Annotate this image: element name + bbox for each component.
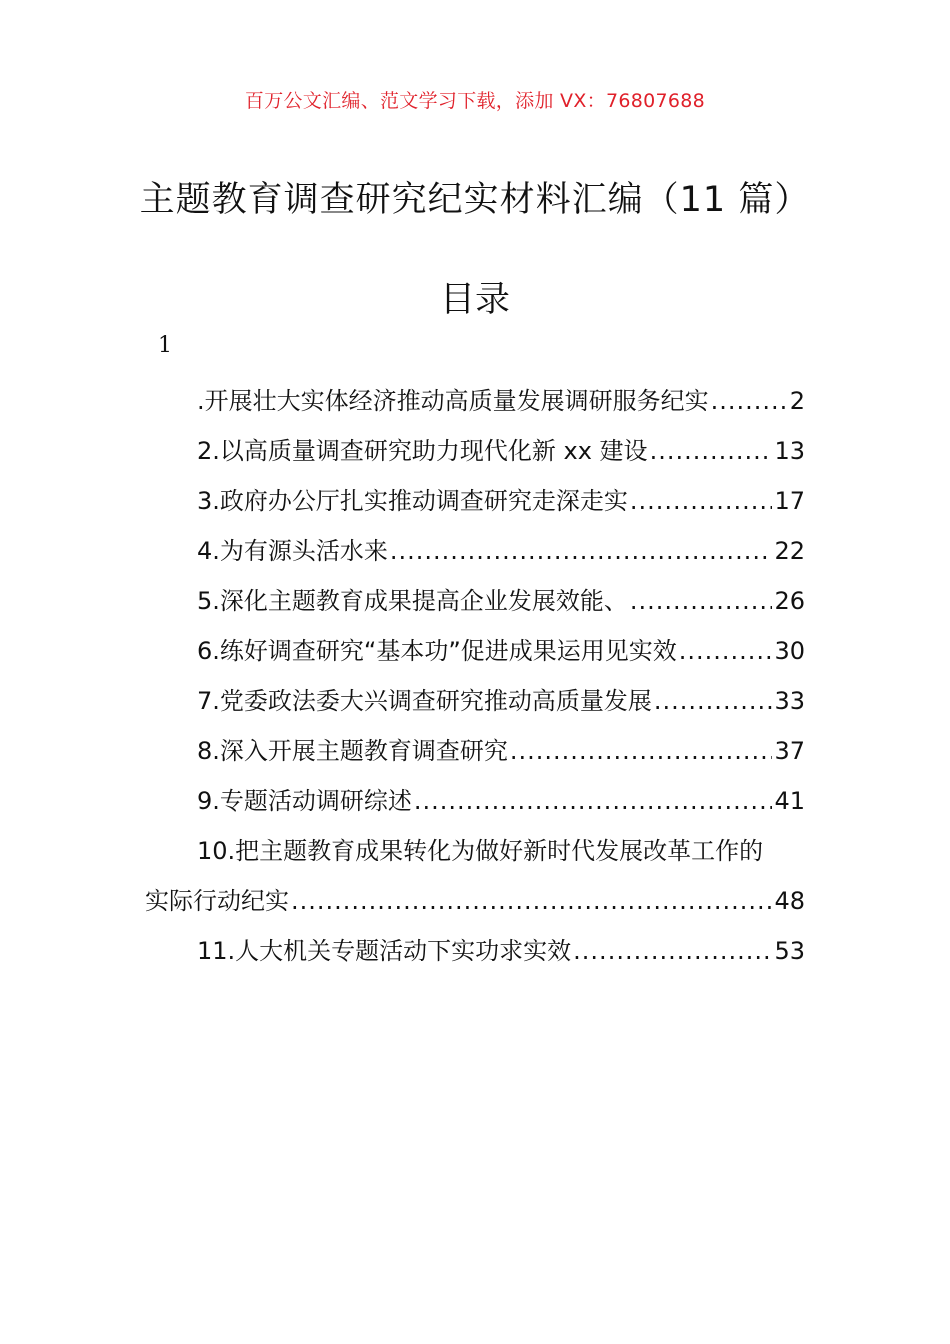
toc-entry[interactable] <box>145 376 805 426</box>
toc-entry-title-continued: 实际行动纪实 <box>145 887 289 915</box>
toc-entry[interactable] <box>145 576 805 626</box>
toc-leader-dots <box>679 626 773 676</box>
toc-leader-dots <box>414 776 773 826</box>
watermark-text: 百万公文汇编、范文学习下载，添加 VX：76807688 <box>244 90 706 112</box>
toc-leader-dots <box>291 876 772 926</box>
toc-entry-page: 30 <box>774 637 805 665</box>
toc-entry-page: 26 <box>774 587 805 615</box>
page-marker-number: 1 <box>158 333 172 358</box>
toc-entry-title: 6.练好调查研究“基本功”促进成果运用见实效 <box>197 637 677 665</box>
toc-entry-page: 22 <box>774 537 805 565</box>
toc-leader-dots <box>654 676 773 726</box>
toc-entry-page: 2 <box>789 387 805 415</box>
toc-entry-page: 53 <box>774 937 805 965</box>
toc-entry-title: 2.以高质量调查研究助力现代化新 xx 建设 <box>197 437 648 465</box>
toc-leader-dots <box>510 726 773 776</box>
toc-entry[interactable] <box>145 426 805 476</box>
toc-entry-title: 10.把主题教育成果转化为做好新时代发展改革工作的 <box>197 837 764 865</box>
toc-heading: 目录 <box>439 280 510 320</box>
toc-entry-page: 41 <box>774 787 805 815</box>
toc-entry-page: 48 <box>774 887 805 915</box>
toc-entry[interactable] <box>145 776 805 826</box>
toc-entry[interactable] <box>145 676 805 726</box>
toc-entry-page: 33 <box>774 687 805 715</box>
toc-entry[interactable] <box>145 726 805 776</box>
toc-entry-title: 8.深入开展主题教育调查研究 <box>197 737 508 765</box>
toc-entry-title: 11.人大机关专题活动下实功求实效 <box>197 937 572 965</box>
document-title: 主题教育调查研究纪实材料汇编（11 篇） <box>139 180 811 220</box>
toc-entry[interactable] <box>145 526 805 576</box>
toc-entry-continuation[interactable] <box>145 876 805 926</box>
toc-leader-dots <box>630 576 773 626</box>
toc-entry-title: 4.为有源头活水来 <box>197 537 388 565</box>
toc-entry-title: 5.深化主题教育成果提高企业发展效能、 <box>197 587 628 615</box>
table-of-contents <box>145 376 805 976</box>
toc-leader-dots <box>711 376 788 426</box>
toc-leader-dots <box>573 926 772 976</box>
toc-entry-page: 37 <box>774 737 805 765</box>
toc-leader-dots <box>650 426 773 476</box>
toc-entry[interactable] <box>145 826 805 876</box>
toc-entry-page: 17 <box>774 487 805 515</box>
toc-entry-title: 3.政府办公厅扎实推动调查研究走深走实 <box>197 487 628 515</box>
toc-leader-dots <box>630 476 773 526</box>
toc-leader-dots <box>390 526 773 576</box>
toc-entry[interactable] <box>145 926 805 976</box>
toc-entry[interactable] <box>145 626 805 676</box>
toc-entry-title: 9.专题活动调研综述 <box>197 787 412 815</box>
toc-entry[interactable] <box>145 476 805 526</box>
toc-entry-page: 13 <box>774 437 805 465</box>
toc-entry-title: .开展壮大实体经济推动高质量发展调研服务纪实 <box>197 387 709 415</box>
toc-entry-title: 7.党委政法委大兴调查研究推动高质量发展 <box>197 687 652 715</box>
